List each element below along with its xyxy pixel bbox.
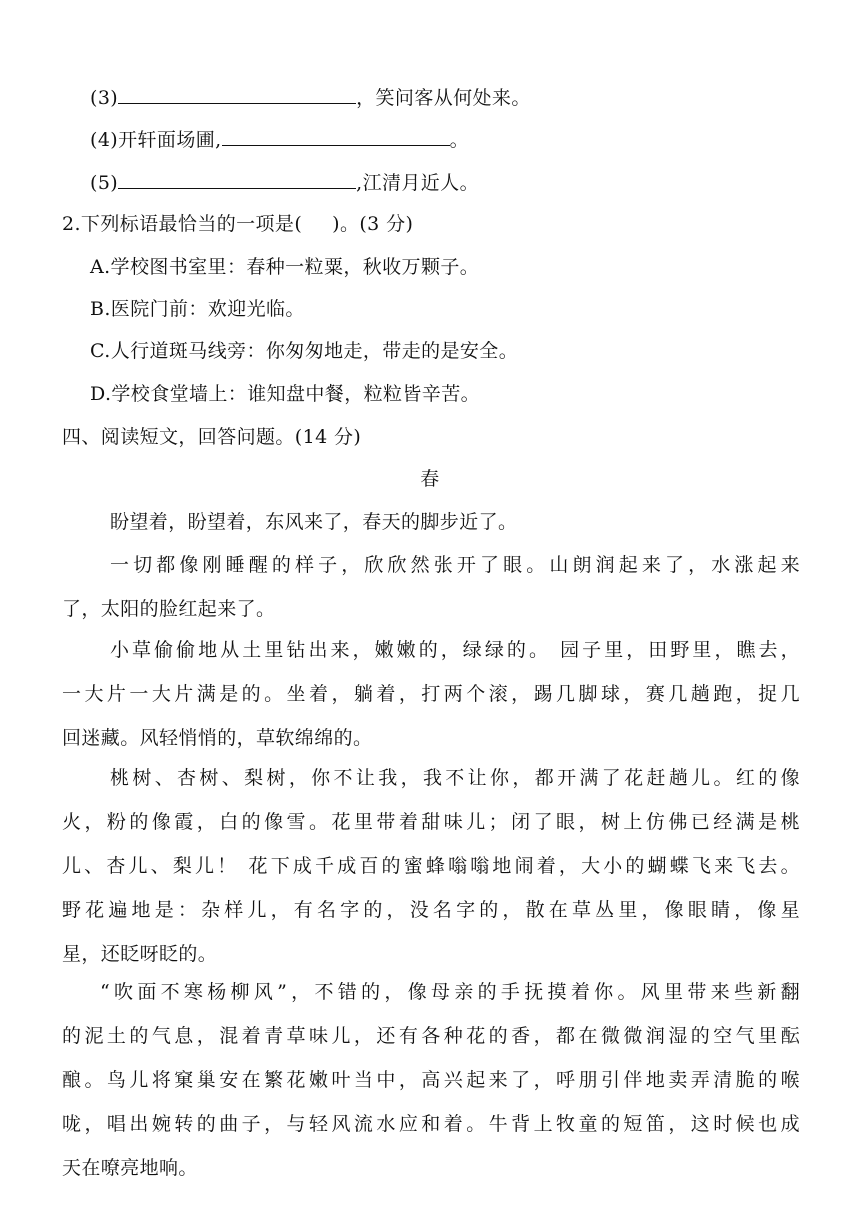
option-d: D.学校食堂墙上：谁知盘中餐，粒粒皆辛苦。 (90, 383, 480, 405)
paragraph-line: 野花遍地是：杂样儿，有名字的，没名字的，散在草丛里，像眼睛，像星 (62, 899, 800, 921)
paragraph-line: 酿。鸟儿将窠巢安在繁花嫩叶当中，高兴起来了，呼朋引伴地卖弄清脆的喉 (62, 1069, 800, 1091)
paragraph-line: 小草偷偷地从土里钻出来，嫩嫩的，绿绿的。 园子里，田野里，瞧去， (110, 639, 800, 661)
question-2-stem (62, 212, 413, 236)
fill-item-4 (90, 128, 469, 152)
passage-paragraph-3 (62, 638, 800, 770)
paragraph-line: 的泥土的气息，混着青草味儿，还有各种花的香，都在微微润湿的空气里酝 (62, 1025, 800, 1047)
paragraph-line: 一切都像刚睡醒的样子，欣欣然张开了眼。山朗润起来了，水涨起来 (110, 554, 800, 576)
fill-item-tail: ,江清月近人。 (356, 172, 479, 194)
paragraph-line: “吹面不寒杨柳风”，不错的，像母亲的手抚摸着你。风里带来些新翻 (100, 981, 800, 1003)
paragraph-line: 星，还眨呀眨的。 (62, 943, 218, 965)
paragraph-line: 火，粉的像霞，白的像雪。花里带着甜味儿；闭了眼，树上仿佛已经满是桃 (62, 811, 800, 833)
fill-item-tail: 。 (449, 129, 469, 151)
option-b: B.医院门前：欢迎光临。 (90, 298, 305, 320)
fill-item-5 (90, 171, 479, 195)
fill-item-label: (3) (90, 87, 119, 109)
passage-paragraph-2 (62, 553, 800, 641)
passage-paragraph-1 (62, 510, 800, 554)
fill-item-label: (5) (90, 172, 119, 194)
section-4-heading: 四、阅读短文，回答问题。(14 分) (62, 426, 362, 448)
passage-title: 春 (420, 468, 440, 490)
fill-item-tail: ，笑问客从何处来。 (356, 87, 531, 109)
paragraph-line: 桃树、杏树、梨树，你不让我，我不让你，都开满了花赶趟儿。红的像 (110, 767, 800, 789)
passage-paragraph-4 (62, 766, 800, 986)
paragraph-line: 盼望着，盼望着，东风来了，春天的脚步近了。 (110, 511, 518, 533)
question-stem-text: 2.下列标语最恰当的一项是( (62, 213, 303, 235)
fill-item-label: (4)开轩面场圃, (90, 129, 222, 151)
option-a: A.学校图书室里：春种一粒粟，秋收万颗子。 (90, 256, 480, 278)
paragraph-line: 了，太阳的脸红起来了。 (62, 598, 276, 620)
answer-blank[interactable] (118, 171, 356, 189)
fill-item-3 (90, 86, 531, 110)
paragraph-line: 咙，唱出婉转的曲子，与轻风流水应和着。牛背上牧童的短笛，这时候也成 (62, 1113, 800, 1135)
question-score-text: )。(3 分) (332, 213, 414, 235)
paragraph-line: 回迷藏。风轻悄悄的，草软绵绵的。 (62, 727, 373, 749)
option-c: C.人行道斑马线旁：你匆匆地走，带走的是安全。 (90, 340, 519, 362)
paragraph-line: 天在嘹亮地响。 (62, 1157, 198, 1179)
answer-blank[interactable] (118, 86, 356, 104)
paragraph-line: 一大片一大片满是的。坐着，躺着，打两个滚，踢几脚球，赛几趟跑，捉几 (62, 683, 800, 705)
paragraph-line: 儿、杏儿、梨儿！ 花下成千成百的蜜蜂嗡嗡地闹着，大小的蝴蝶飞来飞去。 (62, 855, 800, 877)
passage-paragraph-5 (62, 980, 800, 1200)
answer-blank[interactable] (222, 128, 450, 146)
